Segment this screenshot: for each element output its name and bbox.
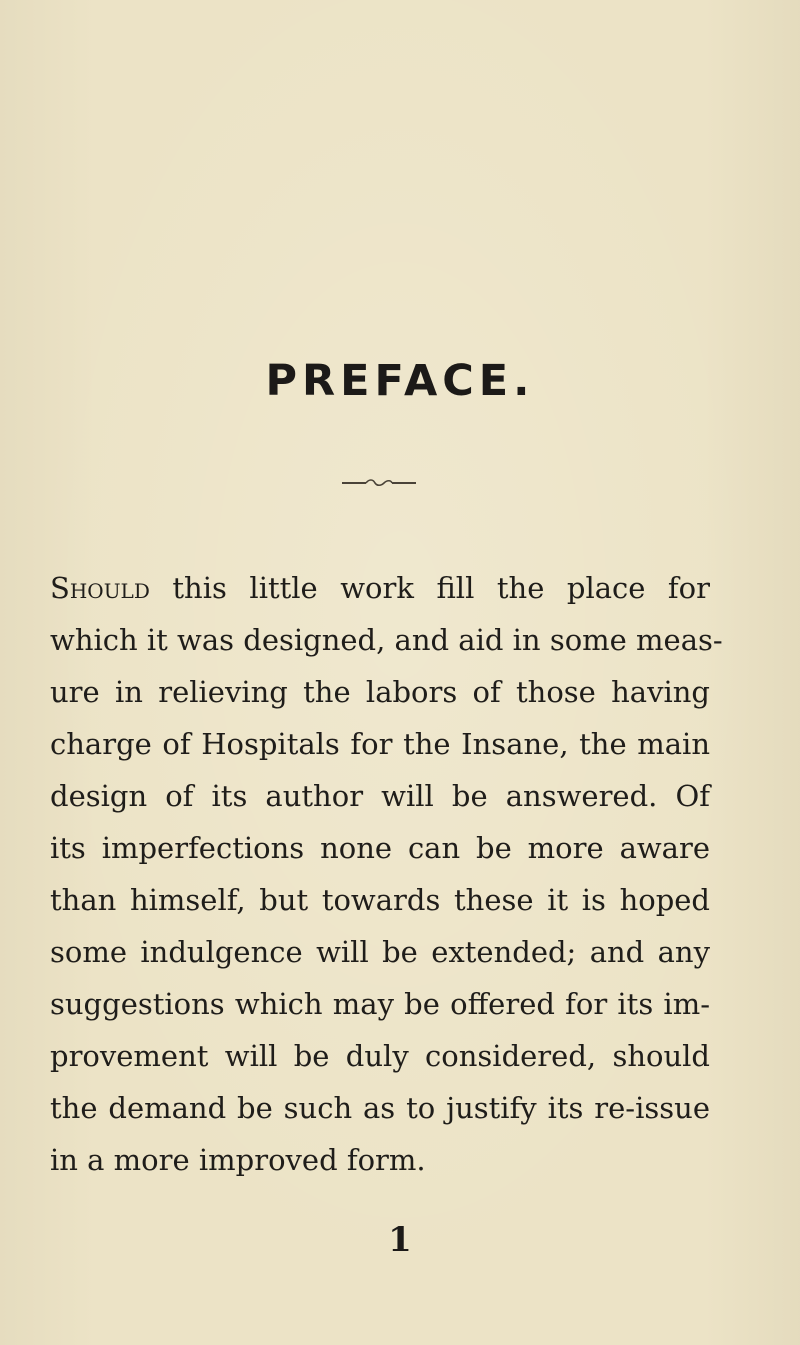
- line-text: provement will be duly considered, should: [50, 1039, 710, 1073]
- text-line: [50, 718, 710, 770]
- line-text: ure in relieving the labors of those having: [50, 675, 710, 709]
- text-line: [50, 666, 710, 718]
- text-line: [50, 770, 710, 822]
- line-text: suggestions which may be offered for its im-: [50, 987, 710, 1021]
- page-number: 1: [388, 1220, 412, 1260]
- text-line: [50, 1030, 710, 1082]
- text-line: [50, 1082, 710, 1134]
- line-text: its imperfections none can be more aware: [50, 831, 710, 865]
- drop-word: Should: [50, 571, 150, 605]
- line-text: than himself, but towards these it is hoped: [50, 883, 710, 917]
- line-text: which it was designed, and aid in some meas-: [50, 623, 723, 657]
- text-line: [50, 822, 710, 874]
- preface-body: [50, 562, 723, 1186]
- text-line: [50, 614, 723, 666]
- text-line: [50, 1134, 710, 1186]
- line-text: charge of Hospitals for the Insane, the main: [50, 727, 710, 761]
- text-line: [50, 874, 710, 926]
- line-text: in a more improved form.: [50, 1143, 426, 1177]
- page-title: PREFACE.: [265, 356, 535, 406]
- text-line: [50, 926, 710, 978]
- line-text: the demand be such as to justify its re-issue: [50, 1091, 710, 1125]
- text-line: [50, 562, 710, 614]
- ornament-divider-icon: [342, 478, 416, 488]
- line-text: design of its author will be answered. Of: [50, 779, 710, 813]
- line-text: some indulgence will be extended; and any: [50, 935, 710, 969]
- line-text: this little work fill the place for: [149, 571, 710, 605]
- text-line: [50, 978, 710, 1030]
